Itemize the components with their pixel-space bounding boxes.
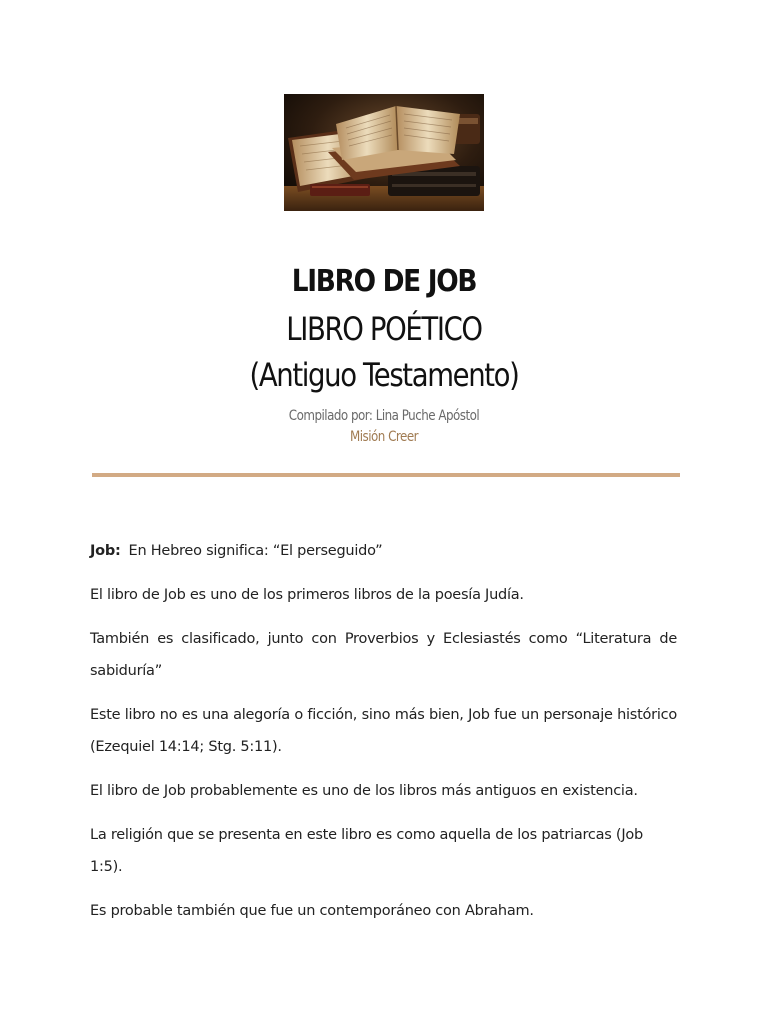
paragraph: También es clasificado, junto con Proverbios y Eclesiastés como “Literatura de sabiduría” [90,631,677,679]
document-body [90,535,677,939]
job-meaning: En Hebreo significa: “El perseguido” [128,543,383,559]
organization-name: Misión Creer [349,429,419,445]
title-block [0,258,768,398]
document-title: LIBRO DE JOB [291,264,477,299]
paragraph-job-definition [90,535,677,567]
byline [0,406,768,448]
books-illustration [284,94,484,211]
paragraph: La religión que se presenta en este libro es como aquella de los patriarcas (Job 1:5). [90,827,643,875]
paragraph: Es probable también que fue un contemporáneo con Abraham. [90,903,534,919]
compiled-by: Compilado por: Lina Puche Apóstol [288,408,480,424]
document-subtitle: LIBRO POÉTICO [286,310,482,348]
document-testament: (Antiguo Testamento) [249,356,519,394]
paragraph: El libro de Job probablemente es uno de los libros más antiguos en existencia. [90,783,638,799]
hero-image-old-books [284,94,484,211]
divider-rule [92,473,680,477]
job-label: Job: [90,543,121,559]
paragraph: El libro de Job es uno de los primeros libros de la poesía Judía. [90,587,524,603]
paragraph: Este libro no es una alegoría o ficción, sino más bien, Job fue un personaje histórico (Ezequiel 14:14; Stg. 5:11). [90,707,677,755]
